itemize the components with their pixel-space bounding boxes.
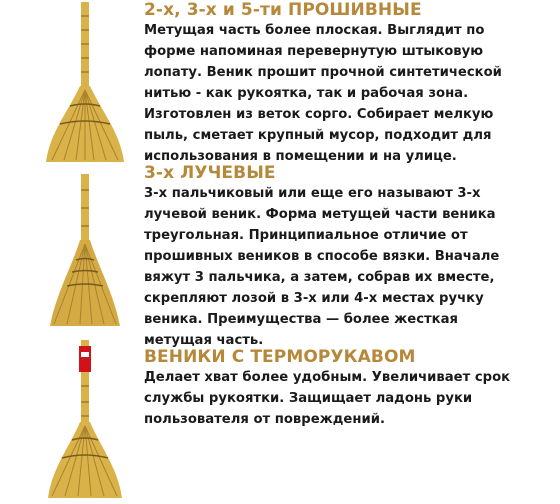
section-text bbox=[144, 0, 554, 167]
section-text bbox=[144, 347, 554, 430]
body-line: метущая часть. bbox=[144, 333, 264, 348]
section-body bbox=[144, 367, 554, 430]
body-line: прошивных веников в способе вязки. Вначале bbox=[144, 249, 500, 264]
section-body bbox=[144, 20, 554, 167]
body-line: форме напоминая перевернутую штыковую bbox=[144, 44, 484, 59]
section-body bbox=[144, 183, 554, 351]
body-line: вяжут 3 пальчика, а затем, собрав их вместе, bbox=[144, 270, 495, 285]
body-line: скрепляют лозой в 3-х или 4-х местах ручку bbox=[144, 291, 484, 306]
flat-sorghum-broom-icon bbox=[40, 2, 130, 168]
section-title: 2-х, 3-х и 5-ти ПРОШИВНЫЕ bbox=[144, 0, 422, 20]
body-line: треугольная. Принципиальное отличие от bbox=[144, 228, 468, 243]
body-line: Изготовлен из веток сорго. Собирает мелкую bbox=[144, 107, 494, 122]
section-title: ВЕНИКИ С ТЕРМОРУКАВОМ bbox=[144, 347, 416, 367]
body-line: использования в помещении и на улице. bbox=[144, 149, 457, 164]
body-line: Делает хват более удобным. Увеличивает срок bbox=[144, 370, 511, 385]
section-text bbox=[144, 163, 554, 351]
triangular-broom-icon bbox=[40, 174, 130, 330]
body-line: пользователя от повреждений. bbox=[144, 412, 385, 427]
body-line: Метущая часть более плоская. Выглядит по bbox=[144, 23, 485, 38]
body-line: нитью - как рукоятка, так и рабочая зона. bbox=[144, 86, 469, 101]
body-line: веника. Преимущества — более жесткая bbox=[144, 312, 458, 327]
body-line: лучевой веник. Форма метущей части веника bbox=[144, 207, 496, 222]
body-line: 3-х пальчиковый или еще его называют 3-х bbox=[144, 186, 481, 201]
broom-with-heat-sleeve-icon bbox=[40, 340, 130, 502]
body-line: лопату. Веник прошит прочной синтетической bbox=[144, 65, 502, 80]
body-line: службы рукоятки. Защищает ладонь руки bbox=[144, 391, 473, 406]
section-title: 3-х ЛУЧЕВЫЕ bbox=[144, 163, 276, 183]
body-line: пыль, сметает крупный мусор, подходит для bbox=[144, 128, 492, 143]
